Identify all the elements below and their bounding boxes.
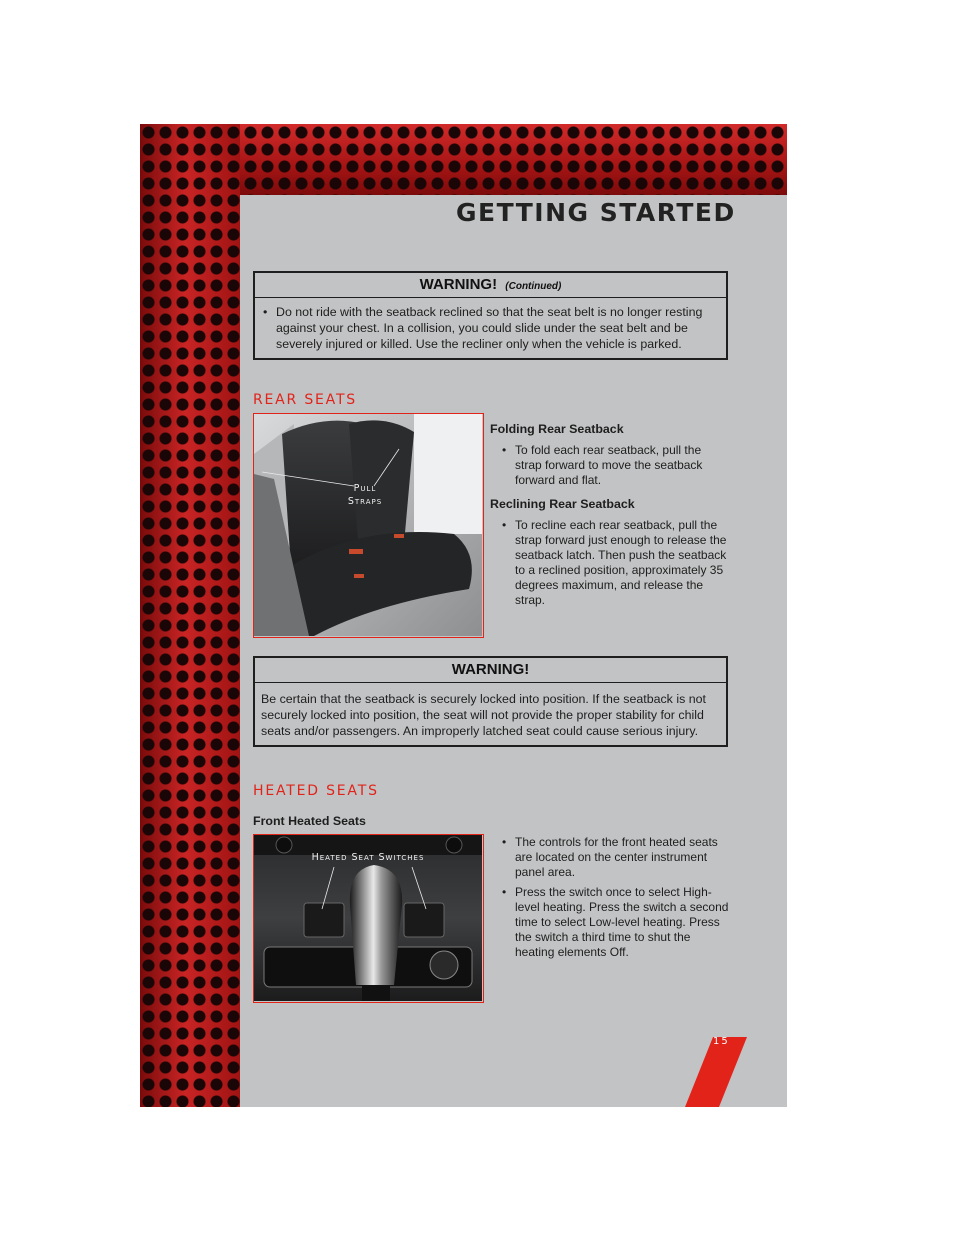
heated-seats-text: [502, 835, 730, 965]
heated-seats-bullet: • Press the switch once to select High-level heating. Press the switch a second time to select Low-level heating. Press the switch a third time to shut the heating elements Off.: [502, 885, 730, 960]
reclining-rear-seatback-heading: Reclining Rear Seatback: [490, 497, 635, 511]
rear-seats-heading: REAR SEATS: [253, 392, 357, 408]
page-number-tab: [685, 1037, 747, 1107]
warning-box: [253, 656, 728, 747]
heated-seats-heading: HEATED SEATS: [253, 783, 379, 799]
heated-seats-bullet: • The controls for the front heated seats are located on the center instrument panel area.: [502, 835, 730, 880]
front-heated-seats-heading: Front Heated Seats: [253, 814, 366, 828]
reclining-bullet: • To recline each rear seatback, pull the strap forward just enough to release the seatback latch. Then push the seatback to a reclined position, approximately 35 degrees maximum, and release the strap.: [502, 518, 730, 608]
pull-straps-caption: Pull Straps: [347, 483, 383, 507]
warning-continued-header: [255, 273, 726, 298]
page-number: 15: [713, 1036, 730, 1047]
reclining-rear-seatback-text: [502, 518, 730, 613]
heated-seats-photo: [253, 834, 484, 1003]
warning-continued-label: (Continued): [505, 281, 562, 292]
folding-rear-seatback-heading: Folding Rear Seatback: [490, 422, 624, 436]
warning-bullet: • Do not ride with the seatback reclined so that the seat belt is no longer resting against your chest. In a collision, you could slide under the seat belt and be severely injured or killed. Use the recliner only when the vehicle is parked.: [263, 304, 718, 352]
warning-header: WARNING!: [255, 658, 726, 683]
warning-body: Be certain that the seatback is securely locked into position. If the seatback is not securely locked into position, the seat will not provide the proper stability for child seats and/or passengers. An improperly latched seat could cause serious injury.: [261, 692, 706, 738]
warning-continued-box: [253, 271, 728, 360]
folding-bullet: • To fold each rear seatback, pull the strap forward to move the seatback forward and flat.: [502, 443, 730, 488]
warning-title: WARNING!: [419, 276, 498, 293]
warning-continued-body: [255, 298, 726, 358]
manual-page: [140, 124, 787, 1107]
folding-rear-seatback-text: [502, 443, 730, 493]
heated-seat-switches-caption: Heated Seat Switches: [311, 852, 425, 863]
page-title: GETTING STARTED: [456, 198, 736, 227]
rear-seats-photo: [253, 413, 484, 638]
rear-seats-illustration: [254, 414, 482, 636]
perforated-banner-left: [140, 124, 240, 1107]
